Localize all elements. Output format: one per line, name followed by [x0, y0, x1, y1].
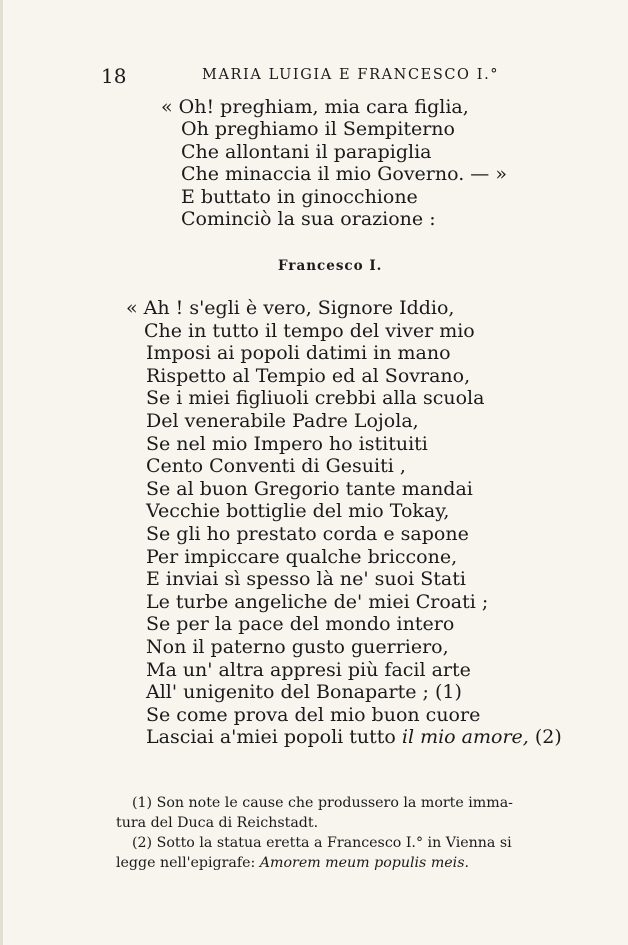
verse-line: Che in tutto il tempo del viver mio — [144, 319, 475, 342]
footnotes — [116, 793, 566, 873]
verse-line: Se come prova del mio buon cuore — [146, 703, 481, 726]
verse-line: Se per la pace del mondo intero — [146, 613, 455, 636]
verse-line: « Ah ! s'egli è vero, Signore Iddio, — [126, 297, 455, 319]
verse-line: E inviai sì spesso là ne' suoi Stati — [146, 568, 466, 591]
verse-line: Se al buon Gregorio tante mandai — [146, 477, 473, 500]
verse-line: Imposi ai popoli datimi in mano — [146, 342, 451, 365]
verse-line: Per impiccare qualche briccone, — [146, 545, 458, 568]
footnote-2-line-1: (2) Sotto la statua eretta a Francesco I.° in Vienna si — [132, 835, 512, 851]
verse-line: Non il paterno gusto guerriero, — [146, 635, 449, 658]
footnote-1-line-2: tura del Duca di Reichstadt. — [116, 815, 319, 831]
footnote-2-line-2-prefix: legge nell'epigrafe: — [116, 855, 260, 871]
verse-line: All' unigenito del Bonaparte ; (1) — [146, 681, 462, 704]
verse-line: Vecchie bottiglie del mio Tokay, — [146, 500, 450, 523]
verse-line: Del venerabile Padre Lojola, — [146, 409, 419, 432]
verse-line: Che minaccia il mio Governo. — » — [181, 163, 507, 186]
verse-line: Se nel mio Impero ho istituiti — [146, 432, 428, 455]
verse-line: Le turbe angeliche de' miei Croati ; — [146, 590, 489, 613]
verse-line: E buttato in ginocchione — [181, 185, 418, 208]
verse-line: Cominciò la sua orazione : — [181, 208, 436, 231]
footnote-2 — [116, 833, 566, 873]
page-edge — [0, 0, 3, 945]
verse-line: Cento Conventi di Gesuiti , — [146, 455, 406, 478]
footnote-1 — [116, 793, 566, 833]
verse-line: « Oh! preghiam, mia cara figlia, — [161, 96, 469, 118]
speaker-heading: Francesco I. — [278, 258, 383, 274]
last-line-italic: il mio amore, — [401, 726, 529, 749]
page-header — [101, 64, 501, 88]
verse-line: Rispetto al Tempio ed al Sovrano, — [146, 364, 471, 387]
stanza-2 — [126, 297, 562, 749]
verse-line-last — [126, 726, 562, 749]
last-line-note-ref: (2) — [528, 726, 562, 749]
verse-line: Che allontani il parapiglia — [181, 140, 432, 163]
stanza-1 — [161, 96, 507, 230]
footnote-2-epigraph: Amorem meum populis meis. — [259, 855, 470, 871]
verse-line: Se i miei figliuoli crebbi alla scuola — [146, 387, 485, 410]
page-number: 18 — [101, 64, 127, 88]
running-title: MARIA LUIGIA E FRANCESCO I.° — [202, 67, 500, 83]
footnote-1-line-1: (1) Son note le cause che produssero la morte imma- — [132, 795, 513, 811]
last-line-text: Lasciai a'miei popoli tutto — [146, 726, 402, 749]
verse-line: Se gli ho prestato corda e sapone — [146, 522, 469, 545]
verse-line: Oh preghiamo il Sempiterno — [181, 118, 455, 141]
verse-line: Ma un' altra appresi più facil arte — [146, 658, 471, 681]
